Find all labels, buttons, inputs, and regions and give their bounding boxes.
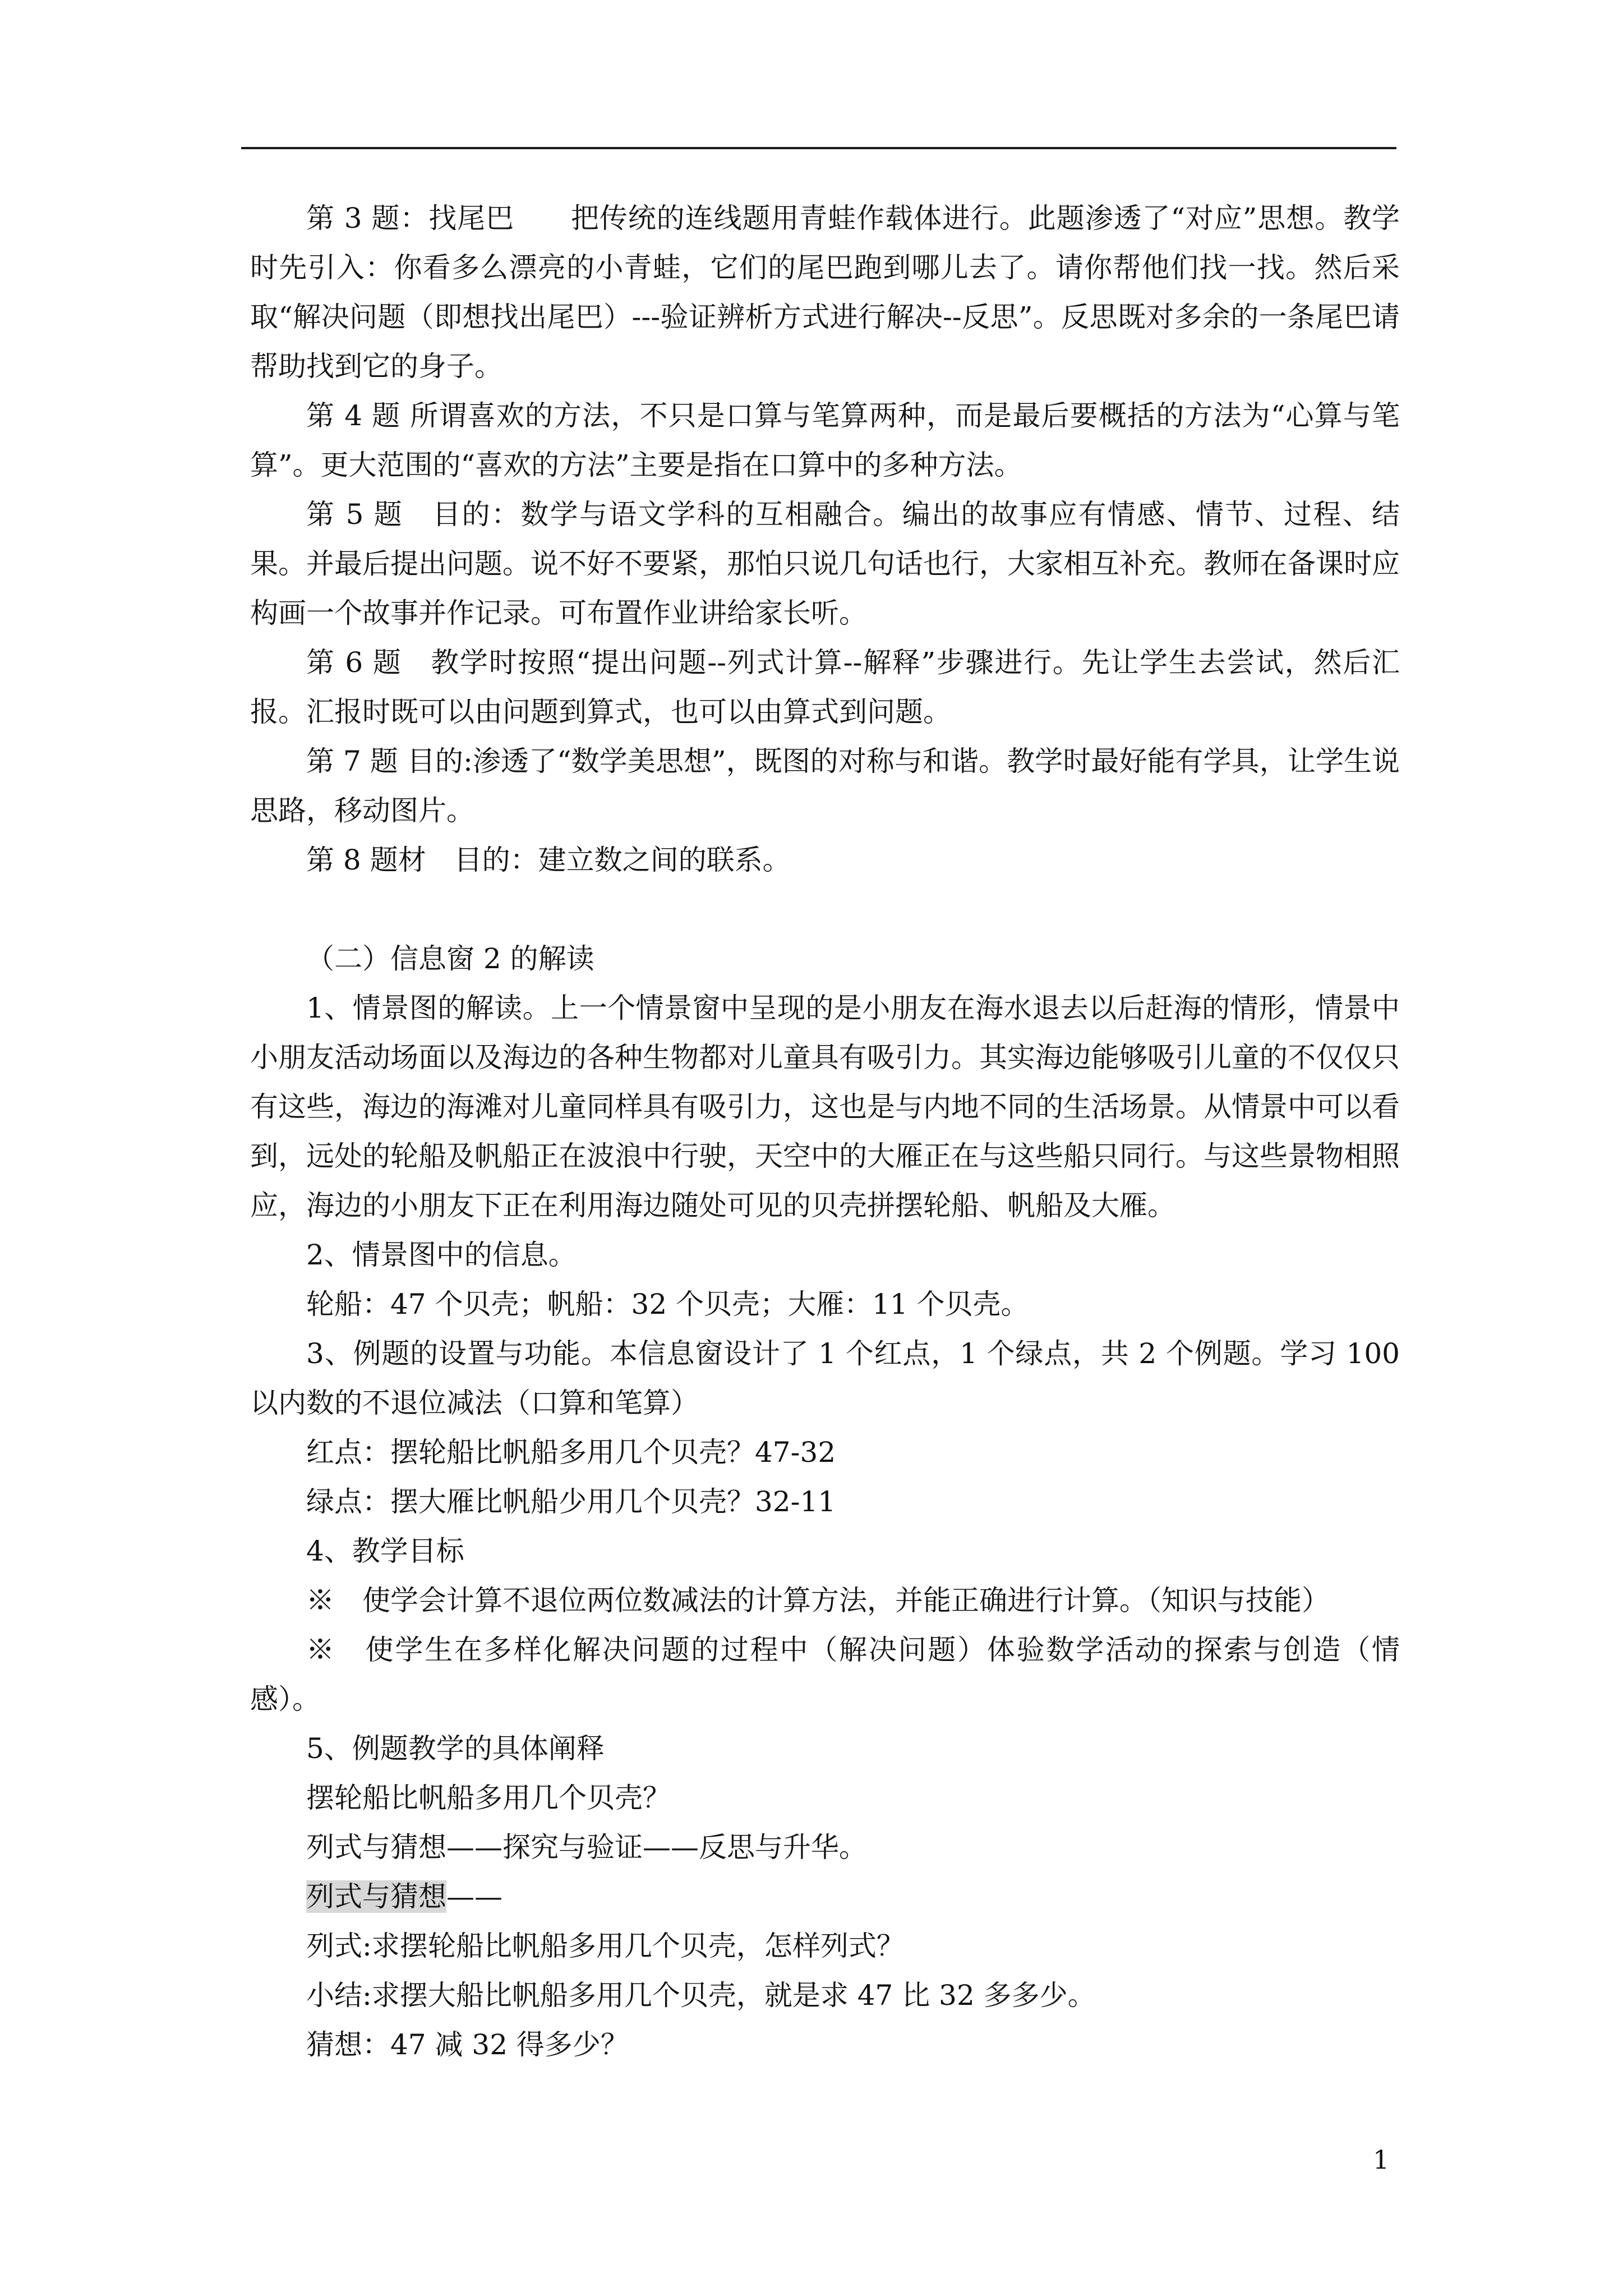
paragraph-lead: 第 5 题 xyxy=(306,498,403,531)
section-item-11: 摆轮船比帆船多用几个贝壳？ xyxy=(306,1782,671,1814)
header-rule xyxy=(241,147,1396,149)
document-body xyxy=(250,194,1400,2069)
tail-line-3: 猜想：47 减 32 得多少？ xyxy=(306,2028,629,2061)
section-item-9: ※ 使学生在多样化解决问题的过程中（解决问题）体验数学活动的探索与创造（情感）。 xyxy=(250,1634,1400,1715)
section-item-12: 列式与猜想——探究与验证——反思与升华。 xyxy=(306,1831,867,1864)
paragraph-text: 目的:渗透了“数学美思想”，既图的对称与和谐。教学时最好能有学具，让学生说思路，移动图片。 xyxy=(250,745,1400,827)
section-item-4: 3、例题的设置与功能。本信息窗设计了 1 个红点，1 个绿点，共 2 个例题。学习 100 以内数的不退位减法（口算和笔算） xyxy=(250,1337,1400,1419)
tail-line-1: 列式:求摆轮船比帆船多用几个贝壳，怎样列式？ xyxy=(306,1930,905,1962)
section-item-8: ※ 使学会计算不退位两位数减法的计算方法，并能正确进行计算。（知识与技能） xyxy=(306,1584,1330,1617)
paragraph-text: 目的：数学与语文学科的互相融合。编出的故事应有情感、情节、过程、结果。并最后提出问题。说不好不要紧，那怕只说几句话也行，大家相互补充。教师在备课时应构画一个故事并作记录。可布置作业讲给家长听。 xyxy=(250,498,1400,629)
section-item-7: 4、教学目标 xyxy=(306,1535,464,1567)
paragraph-text: 所谓喜欢的方法，不只是口算与笔算两种，而是最后要概括的方法为“心算与笔算”。更大范围的“喜欢的方法”主要是指在口算中的多种方法。 xyxy=(250,399,1400,481)
highlighted-text: 列式与猜想 xyxy=(306,1880,446,1913)
section-gap xyxy=(250,885,1400,934)
paragraph-lead: 第 6 题 xyxy=(306,646,402,679)
paragraph-q8 xyxy=(250,835,1400,885)
paragraph-q7 xyxy=(250,737,1400,835)
paragraph-lead: 第 4 题 xyxy=(306,399,401,432)
section-item-2: 2、情景图中的信息。 xyxy=(306,1239,577,1271)
tail-line-2: 小结:求摆大船比帆船多用几个贝壳，就是求 47 比 32 多多少。 xyxy=(306,1979,1096,2012)
paragraph-text: 把传统的连线题用青蛙作载体进行。此题渗透了“对应”思想。教学时先引入：你看多么漂亮的小青蛙，它们的尾巴跑到哪儿去了。请你帮他们找一找。然后采取“解决问题（即想找出尾巴）---验证辨析方式进行解决--反思”。反思既对多余的一条尾巴请帮助找到它的身子。 xyxy=(250,202,1400,383)
paragraph-lead: 第 3 题：找尾巴 xyxy=(306,202,515,234)
paragraph-q3 xyxy=(250,194,1400,391)
page-number: 1 xyxy=(1373,2145,1390,2175)
section-item-5: 红点：摆轮船比帆船多用几个贝壳？47-32 xyxy=(306,1436,836,1469)
section-item-6: 绿点：摆大雁比帆船少用几个贝壳？32-11 xyxy=(306,1485,836,1518)
highlight-line xyxy=(250,1872,1400,1921)
section-item-3: 轮船：47 个贝壳；帆船：32 个贝壳；大雁：11 个贝壳。 xyxy=(306,1288,1029,1320)
paragraph-lead: 第 7 题 xyxy=(306,745,398,777)
section-item-10: 5、例题教学的具体阐释 xyxy=(306,1732,605,1765)
paragraph-text: 目的：建立数之间的联系。 xyxy=(454,844,791,876)
paragraph-text: 教学时按照“提出问题--列式计算--解释”步骤进行。先让学生去尝试，然后汇报。汇报时既可以由问题到算式，也可以由算式到问题。 xyxy=(250,646,1400,728)
paragraph-q4 xyxy=(250,391,1400,490)
section-item-1: 1、情景图的解读。上一个情景窗中呈现的是小朋友在海水退去以后赶海的情形，情景中小朋友活动场面以及海边的各种生物都对儿童具有吸引力。其实海边能够吸引儿童的不仅仅只有这些，海边的海滩对儿童同样具有吸引力，这也是与内地不同的生活场景。从情景中可以看到，远处的轮船及帆船正在波浪中行驶，天空中的大雁正在与这些船只同行。与这些景物相照应，海边的小朋友下正在利用海边随处可见的贝壳拼摆轮船、帆船及大雁。 xyxy=(250,992,1400,1222)
paragraph-q6 xyxy=(250,638,1400,737)
section-title: （二）信息窗 2 的解读 xyxy=(306,942,594,975)
highlight-dash: —— xyxy=(446,1880,502,1913)
paragraph-q5 xyxy=(250,490,1400,638)
paragraph-lead: 第 8 题材 xyxy=(306,844,426,876)
